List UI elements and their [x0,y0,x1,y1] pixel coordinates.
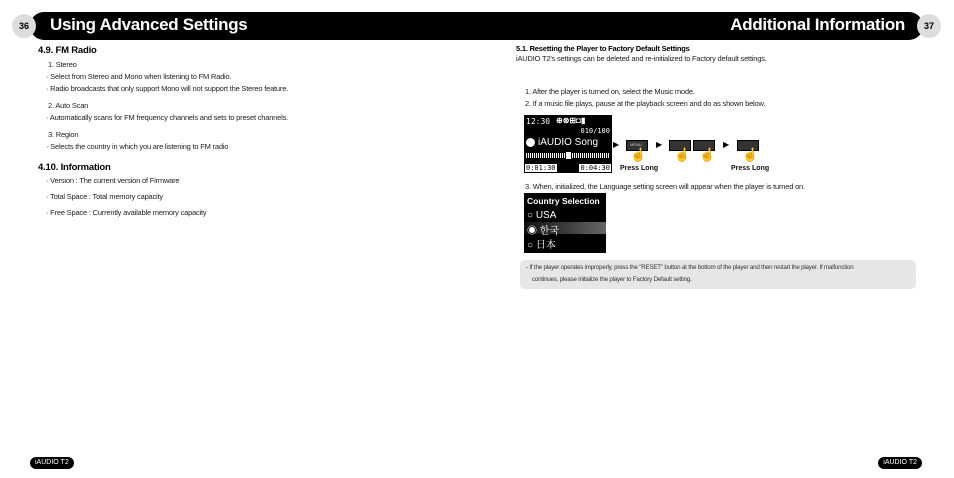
language-option-label: 한국 [539,226,560,237]
language-screen [524,193,606,253]
fm-line: · Select from Stereo and Mono when listening to FM Radio. [46,72,232,81]
fm-line: · Radio broadcasts that only support Mono will not support the Stereo feature. [46,84,289,93]
fm-line: 2. Auto Scan [48,101,89,110]
right-footer-badge: iAUDIO T2 [878,457,922,469]
language-option-label: 日本 [535,240,556,251]
radio-empty-icon: ○ [527,210,536,221]
information-heading: 4.10. Information [38,162,111,173]
info-line: · Free Space : Currently available memory capacity [46,208,207,217]
hand-press-icon: ☝ [699,147,716,162]
hand-press-icon: ☝ [630,147,647,162]
reset-intro: iAUDIO T2's settings can be deleted and re-initialized to Factory default settings. [516,54,767,63]
reset-heading: 5.1. Resetting the Player to Factory Default Settings [516,44,690,53]
info-line: · Version : The current version of Firmware [46,176,180,185]
fm-line: · Selects the country in which you are listening to FM radio [46,142,229,151]
status-icons: ⊕⊗⊞◘▮ [556,116,586,125]
radio-selected-icon: ◉ [527,226,540,237]
radio-empty-icon: ○ [527,240,536,251]
language-option-korean [524,222,606,237]
press-long-label-1: Press Long [620,165,659,172]
note-box [520,260,916,289]
left-footer-badge: iAUDIO T2 [30,457,74,469]
right-column [516,44,916,304]
press-long-label-2: Press Long [731,165,770,172]
step-1: 1. After the player is turned on, select the Music mode. [525,87,695,96]
progress-marker [566,152,571,159]
hand-press-icon: ☝ [674,147,691,162]
track-count: 010/100 [580,127,610,135]
note-line-2: continues, please initialize the player to Factory Default setting. [532,276,692,283]
language-screen-title: Country Selection [527,196,600,206]
language-option-japanese [527,236,556,251]
left-column [38,44,458,219]
arrow-right-icon: ▶ [723,140,730,149]
language-option-label: USA [535,210,557,221]
right-page-title: Additional Information [730,15,905,34]
page-header [12,12,941,40]
step-2: 2. If a music file plays, pause at the playback screen and do as shown below. [525,99,766,108]
total-time: 0:04:30 [580,164,610,172]
fm-radio-heading: 4.9. FM Radio [38,45,97,56]
right-page-number: 37 [917,14,941,38]
left-page-title: Using Advanced Settings [50,15,248,34]
fm-line: · Automatically scans for FM frequency channels and sets to preset channels. [46,113,289,122]
note-line-1: - If the player operates improperly, press the "RESET" button at the bottom of the player and then restart the player. If malfunction [526,264,854,271]
disc-icon [526,138,535,147]
menu-button-label: MENU [630,142,642,147]
arrow-right-icon: ▶ [613,140,620,149]
language-option-usa [527,210,556,221]
elapsed-time: 0:01:30 [526,164,556,172]
arrow-right-icon: ▶ [656,140,663,149]
fm-line: 1. Stereo [48,60,77,69]
hand-press-icon: ☝ [742,147,759,162]
song-title: iAUDIO Song [538,137,599,148]
left-page-number: 36 [12,14,36,38]
player-screen [524,115,612,173]
fm-line: 3. Region [48,130,79,139]
clock-readout: 12:30 [526,117,551,126]
info-line: · Total Space : Total memory capacity [46,192,163,201]
step-3: 3. When, initialized, the Language setting screen will appear when the player is turned on. [525,182,805,191]
